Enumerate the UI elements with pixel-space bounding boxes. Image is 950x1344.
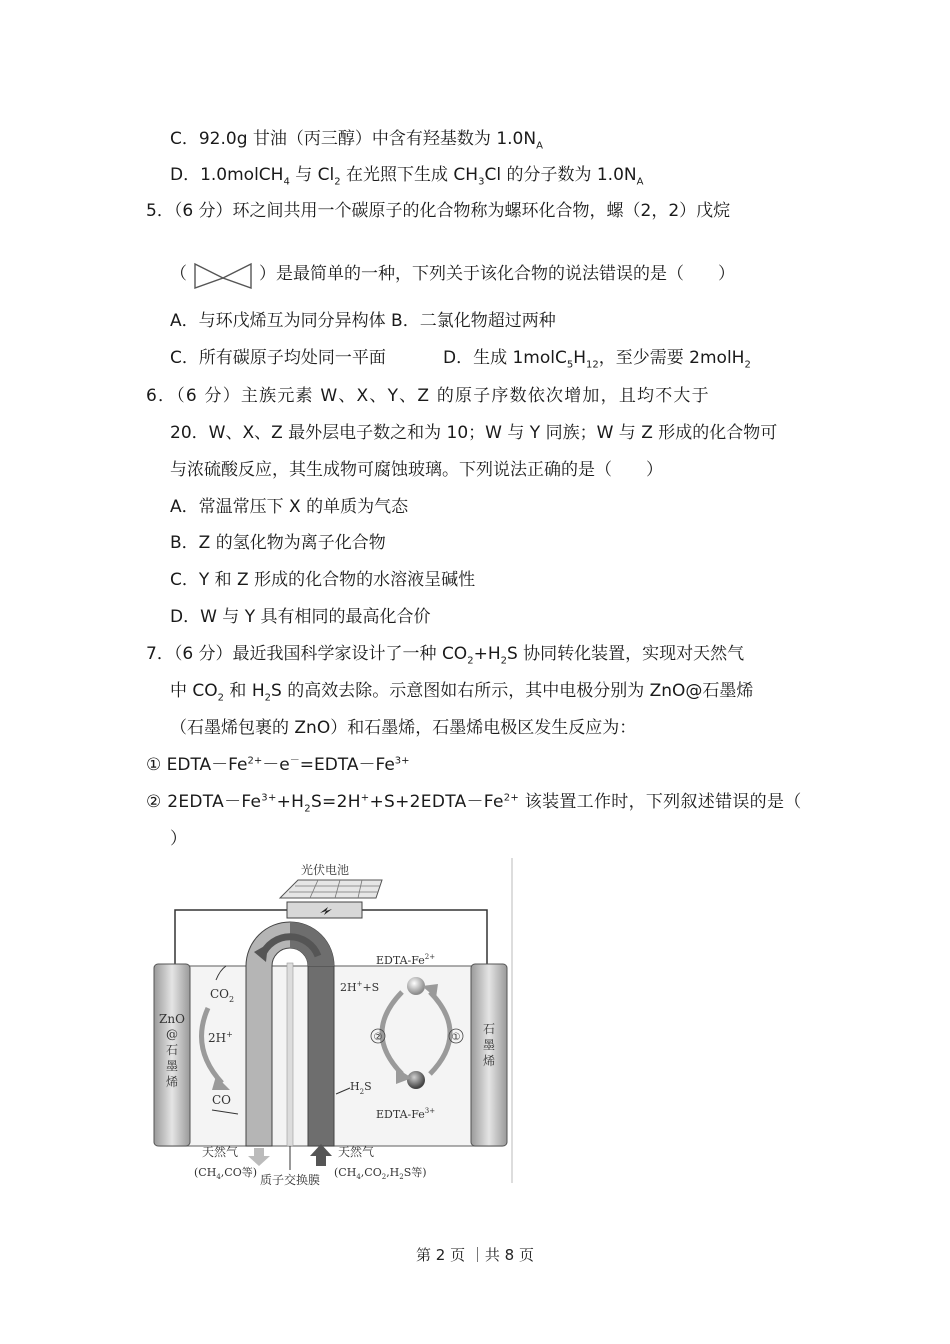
q5-option-d: D．生成 $1molC_5H_{12}$，至少需要 2molH$_2$: [443, 348, 751, 371]
q7-stem-line3: （石墨烯包裹的 ZnO）和石墨烯，石墨烯电极区发生反应为：: [170, 718, 637, 738]
q4-option-c: C．92.0g 甘油（丙三醇）中含有羟基数为 $1.0N_A$: [170, 129, 543, 152]
gas-in-label: 天然气: [338, 1145, 375, 1159]
edta-fe3-label: EDTA-$Fe^{3+}$: [376, 1107, 436, 1121]
q7-stem-line1: 7．（6 分）最近我国科学家设计了一种 $CO_2+H_2S$ 协同转化装置，实现对天然气: [146, 644, 745, 667]
svg-text:烯: 烯: [165, 1075, 179, 1089]
gas-out-label: 天然气: [202, 1145, 239, 1159]
gas-out-composition: ($CH_4,CO$等): [194, 1166, 258, 1181]
q6-option-a: A．常温常压下 X 的单质为气态: [170, 497, 409, 517]
svg-text:石: 石: [482, 1022, 496, 1036]
q6-option-d: D．W 与 Y 具有相同的最高化合价: [170, 607, 431, 627]
q5-stem-line1: 5．（6 分）环之间共用一个碳原子的化合物称为螺环化合物，螺（2，2）戊烷: [146, 201, 731, 221]
fe3-ball: [407, 1071, 425, 1089]
svg-text:墨: 墨: [482, 1038, 496, 1052]
right-electrode-label: [483, 1022, 495, 1068]
h-s-label: 2H++S: [340, 980, 380, 994]
membrane-label: 质子交换膜: [259, 1173, 321, 1187]
svg-text:墨: 墨: [165, 1059, 179, 1073]
spiropentane-structure-icon: [191, 258, 255, 290]
q5-stem-line2: （ ）是最简单的一种，下列关于该化合物的说法错误的是（ ）: [170, 258, 735, 290]
svg-text:石: 石: [165, 1043, 179, 1057]
q6-option-c: C．Y 和 Z 形成的化合物的水溶液呈碱性: [170, 570, 476, 590]
pv-label: 光伏电池: [300, 863, 350, 877]
gas-in-arrow-icon: [310, 1144, 332, 1166]
q7-stem-line2: 中 $CO_2$ 和 $H_2S$ 的高效去除。示意图如右所示，其中电极分别为 ZnO@石墨烯: [170, 681, 754, 704]
electrolysis-diagram: [150, 858, 520, 1188]
q6-stem-line3: 与浓硫酸反应，其生成物可腐蚀玻璃。下列说法正确的是（ ）: [170, 460, 663, 480]
svg-text:@: @: [166, 1027, 178, 1041]
step-2-label: ②: [373, 1032, 383, 1043]
svg-text:烯: 烯: [482, 1054, 496, 1068]
h-plus-label: 2H+: [208, 1030, 233, 1045]
proton-membrane: [287, 963, 293, 1146]
q6-stem-line1: 6．（6 分）主族元素 W、X、Y、Z 的原子序数依次增加，且均不大于: [146, 386, 710, 406]
q6-option-b: B．Z 的氢化物为离子化合物: [170, 533, 386, 553]
q7-reaction-2: ② $2EDTA-Fe^{3+}+H_2S=2H^++S+2EDTA-Fe^{2+}$ 该装置工作时，下列叙述错误的是（: [146, 792, 802, 815]
q7-reaction-1: ① $EDTA-Fe^{2+}-e^-=EDTA-Fe^{3+}$: [146, 755, 410, 775]
h2s-label: $H_2S$: [350, 1080, 372, 1096]
q4-option-d: D．1.0molCH$_4$ 与 $Cl_2$ 在光照下生成 $CH_3Cl$ 的分子数为 $1.0N_A$: [170, 165, 644, 188]
edta-fe2-label: EDTA-$Fe^{2+}$: [376, 953, 436, 967]
page-footer: 第 2 页 ｜共 8 页: [416, 1246, 534, 1264]
co-label: CO: [212, 1093, 232, 1107]
co2-label: $CO_2$: [210, 987, 235, 1004]
q5-option-ab: A．与环戊烯互为同分异构体 B．二氯化物超过两种: [170, 311, 556, 331]
gas-in-composition: ($CH_4,CO_2,H_2S$等): [334, 1166, 427, 1181]
solar-panel-icon: [280, 880, 382, 898]
svg-text:ZnO: ZnO: [159, 1012, 185, 1026]
q7-paren-close: ）: [170, 829, 187, 849]
q5-option-c: C．所有碳原子均处同一平面: [170, 348, 386, 368]
q6-stem-line2: 20．W、X、Z 最外层电子数之和为 10；W 与 Y 同族；W 与 Z 形成的化合物可: [170, 423, 778, 443]
gas-out-arrow-icon: [248, 1148, 270, 1166]
step-1-label: ①: [451, 1032, 461, 1043]
